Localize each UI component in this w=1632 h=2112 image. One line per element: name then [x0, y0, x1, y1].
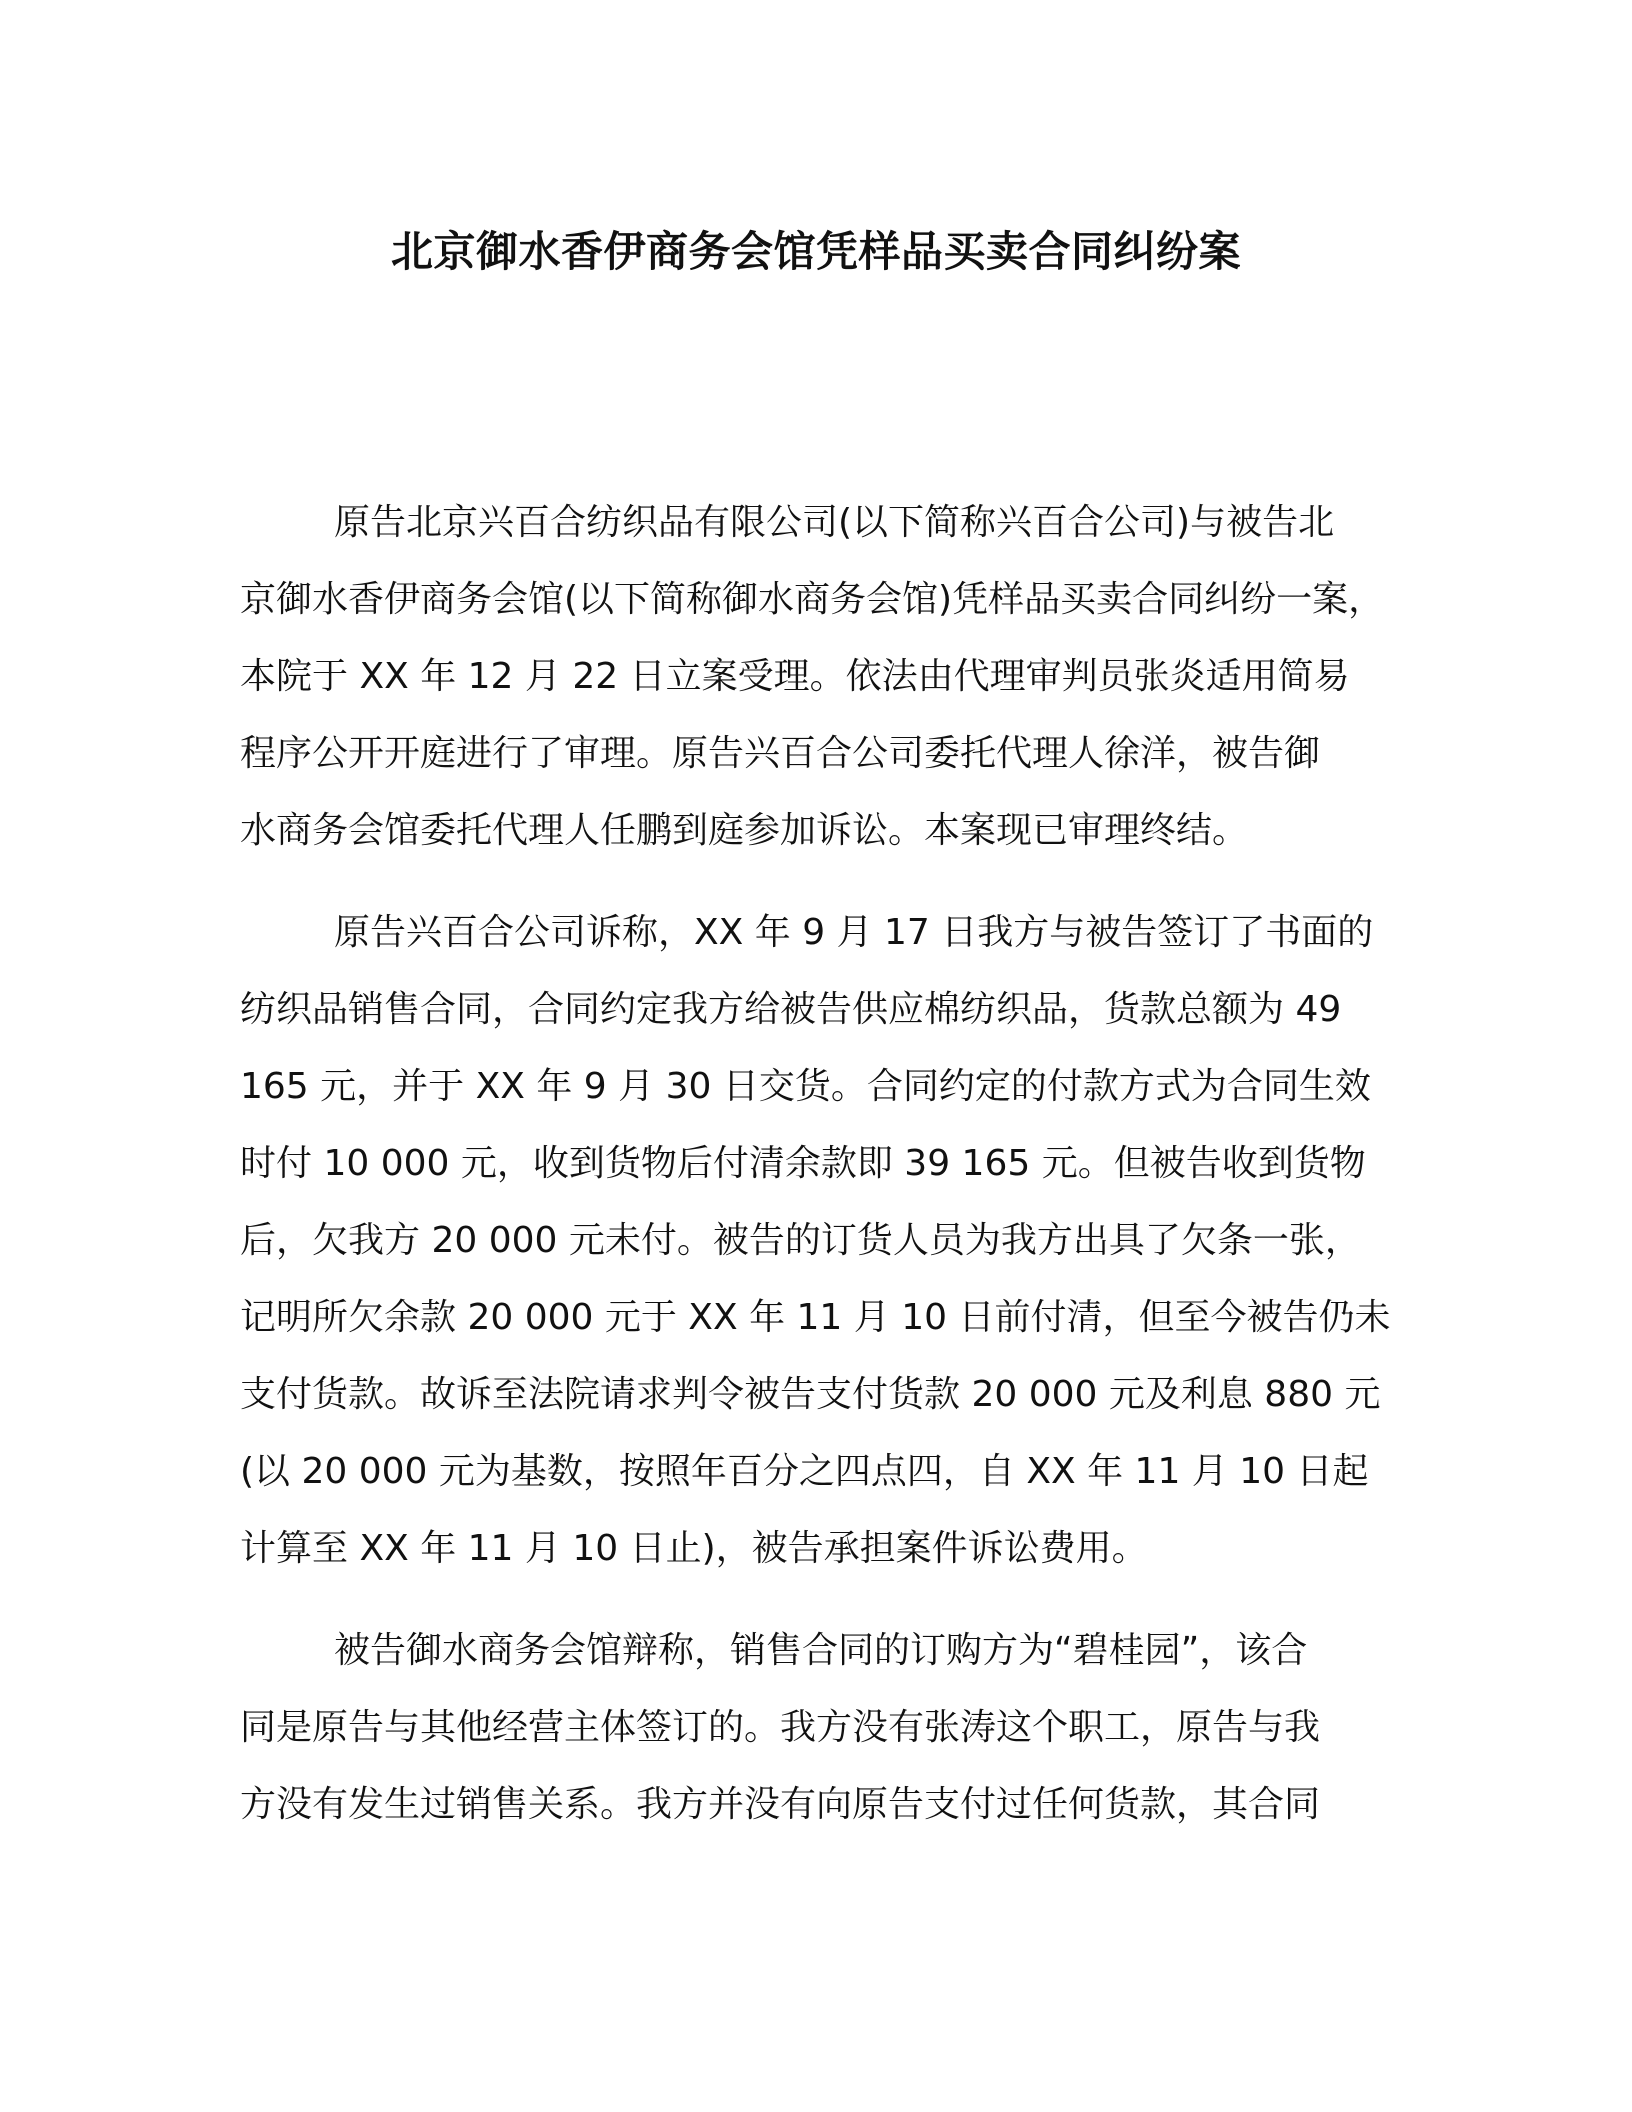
paragraph-line: 支付货款。故诉至法院请求判令被告支付货款 20 000 元及利息 880 元 — [240, 1374, 1381, 1415]
document-title: 北京御水香伊商务会馆凭样品买卖合同纠纷案 — [390, 227, 1241, 276]
paragraph-line: 计算至 XX 年 11 月 10 日止)，被告承担案件诉讼费用。 — [240, 1528, 1148, 1569]
paragraph-line: (以 20 000 元为基数，按照年百分之四点四，自 XX 年 11 月 10 日起 — [240, 1451, 1369, 1492]
paragraph-case-intro — [240, 484, 1384, 869]
paragraph-line: 记明所欠余款 20 000 元于 XX 年 11 月 10 日前付清，但至今被告仍未 — [240, 1297, 1391, 1338]
paragraph-line: 原告北京兴百合纺织品有限公司(以下简称兴百合公司)与被告北 — [334, 502, 1335, 543]
paragraph-line: 水商务会馆委托代理人任鹏到庭参加诉讼。本案现已审理终结。 — [240, 810, 1249, 851]
paragraph-line: 时付 10 000 元，收到货物后付清余款即 39 165 元。但被告收到货物 — [240, 1143, 1366, 1184]
paragraph-line: 本院于 XX 年 12 月 22 日立案受理。依法由代理审判员张炎适用简易 — [240, 656, 1350, 697]
paragraph-line: 被告御水商务会馆辩称，销售合同的订购方为“碧桂园”，该合 — [334, 1630, 1308, 1671]
paragraph-line: 后，欠我方 20 000 元未付。被告的订货人员为我方出具了欠条一张， — [240, 1220, 1361, 1261]
paragraph-line: 纺织品销售合同，合同约定我方给被告供应棉纺织品，货款总额为 49 — [240, 989, 1342, 1030]
paragraph-line: 京御水香伊商务会馆(以下简称御水商务会馆)凭样品买卖合同纠纷一案， — [240, 579, 1385, 620]
paragraph-defendant-defense — [240, 1612, 1320, 1843]
paragraph-line: 同是原告与其他经营主体签订的。我方没有张涛这个职工，原告与我 — [240, 1707, 1321, 1748]
paragraph-line: 165 元，并于 XX 年 9 月 30 日交货。合同约定的付款方式为合同生效 — [240, 1066, 1371, 1107]
paragraph-line: 原告兴百合公司诉称，XX 年 9 月 17 日我方与被告签订了书面的 — [334, 912, 1374, 953]
paragraph-plaintiff-claim — [240, 894, 1390, 1587]
paragraph-line: 程序公开开庭进行了审理。原告兴百合公司委托代理人徐洋，被告御 — [240, 733, 1321, 774]
paragraph-line: 方没有发生过销售关系。我方并没有向原告支付过任何货款，其合同 — [240, 1784, 1321, 1825]
